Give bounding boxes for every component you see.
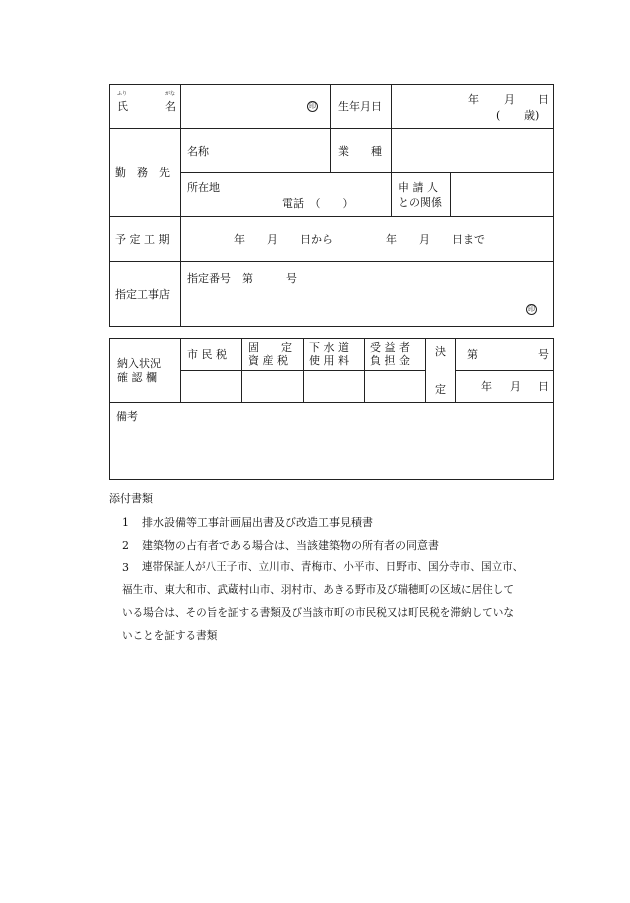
attachments-title: 添付書類 [109,492,153,505]
relation-label: との関係 [398,196,442,209]
name-label: 氏 [117,100,128,113]
workplace-label: 勤 務 先 [115,166,170,179]
remarks-field[interactable] [110,403,553,479]
relation-label: 申 請 人 [398,181,438,194]
fixed-asset-tax-header: 固 定 [248,341,292,354]
fixed-asset-tax-field[interactable] [242,371,303,402]
furigana-hint: がな [165,91,176,97]
period-label: 予 定 工 期 [115,233,170,246]
list-item-continuation: いる場合は、その旨を証する書類及び当該市町の市民税又は町民税を滞納していな [122,607,514,619]
month-label: 月 [504,93,515,106]
row-divider [109,216,554,217]
beneficiary-charge-header: 負 担 金 [370,354,410,367]
remarks-label: 備考 [116,410,138,423]
fixed-asset-tax-header: 資 産 税 [248,354,288,367]
relation-field[interactable] [451,173,553,216]
decision-number-suffix: 号 [538,348,549,361]
list-item-number: 1 [122,516,129,529]
beneficiary-charge-header: 受 益 者 [370,341,410,354]
year-label: 年 [468,93,479,106]
decision-year: 年 [481,380,492,393]
list-item-number: 3 [122,561,129,574]
payment-status-label: 納入状況 [117,357,161,370]
decision-label: 決 [435,345,446,358]
col-divider [330,84,331,172]
col-divider [455,338,456,402]
list-item-continuation: いことを証する書類 [122,630,218,642]
list-item-continuation: 福生市、東大和市、武蔵村山市、羽村市、あきる野市及び瑞穂町の区域に居住して [122,584,514,596]
list-item: 排水設備等工事計画届出書及び改造工事見積書 [142,516,373,529]
city-tax-header: 市 民 税 [187,348,227,361]
period-from: 年 月 日から [234,233,333,246]
age-paren: ( [496,109,501,122]
seal-mark-icon: 印 [309,102,316,110]
row-divider [109,261,554,262]
address-label: 所在地 [187,181,220,194]
payment-status-label: 確 認 欄 [117,371,157,384]
furigana-hint: ふり [117,91,128,97]
birthdate-label: 生年月日 [338,100,382,113]
sewer-fee-header: 使 用 料 [309,354,349,367]
row-divider [455,370,554,371]
decision-label: 定 [435,383,446,396]
phone-label: 電話 （ ） [282,197,354,210]
day-label: 日 [538,93,549,106]
decision-day: 日 [538,380,549,393]
decision-number-prefix: 第 [467,348,478,361]
industry-field[interactable] [392,129,553,172]
col-divider [425,338,426,402]
age-label: 歳) [524,109,540,122]
designation-number: 指定番号 第 号 [187,272,297,285]
company-name-field[interactable] [181,129,330,172]
city-tax-field[interactable] [181,371,241,402]
name-label: 名 [165,100,176,113]
decision-month: 月 [510,380,521,393]
seal-mark-icon: 印 [528,305,535,313]
sewer-fee-header: 下 水 道 [309,341,349,354]
address-field[interactable] [181,173,390,216]
company-name-label: 名称 [187,145,209,158]
list-item: 建築物の占有者である場合は、当該建築物の所有者の同意書 [142,539,439,552]
list-item: 連帯保証人が八王子市、立川市、青梅市、小平市、日野市、国分寺市、国立市、 [142,561,524,573]
beneficiary-charge-field[interactable] [365,371,425,402]
list-item-number: 2 [122,539,129,552]
sewer-fee-field[interactable] [304,371,364,402]
industry-label: 業 種 [338,145,382,158]
period-to: 年 月 日まで [386,233,485,246]
contractor-label: 指定工事店 [115,288,170,301]
